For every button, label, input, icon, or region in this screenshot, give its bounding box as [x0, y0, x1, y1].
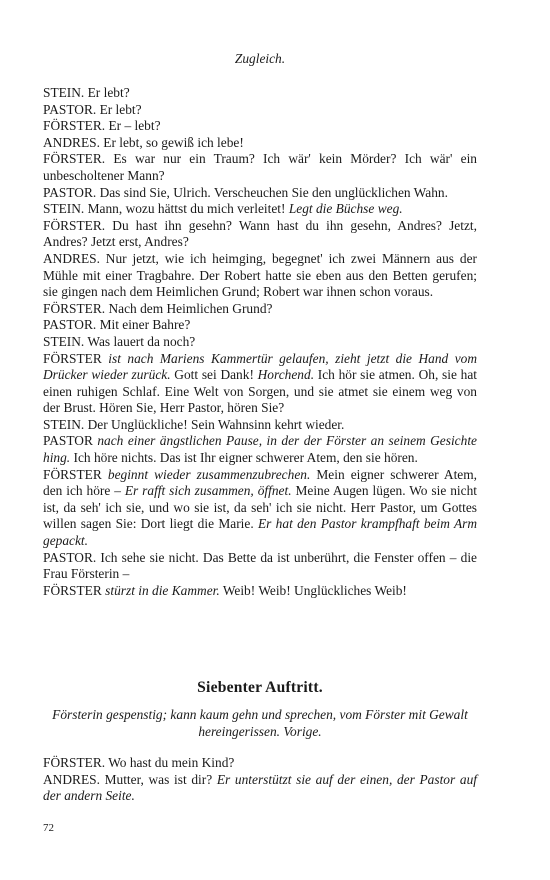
dialogue-paragraph [43, 467, 477, 550]
speech-text: ANDRES. Nur jetzt, wie ich heimging, begegnet' ich zwei Männern aus der Mühle mit einer Tragbahre. Der Robert hatte sie eben aus den Betten gerufen; sie gingen nach dem Heimlichen Grund; Robert war ihnen schon voraus. [43, 250, 477, 300]
dialogue-paragraph [43, 102, 477, 119]
dialogue-paragraph [43, 755, 477, 772]
speech-text: Gott sei Dank! [170, 367, 258, 383]
dialogue-paragraph [43, 201, 477, 218]
dialogue-paragraph [43, 151, 477, 184]
dialogue-paragraph [43, 185, 477, 202]
dialogue-paragraph [43, 301, 477, 318]
speech-text: Ich höre nichts. Das ist Ihr eigner schwerer Atem, den sie hören. [70, 450, 418, 466]
speech-text: Ich hör sie atmen. Oh, sie hat einen ruhigen Schlaf. Eine Welt von Sorgen, und sie atmet sie einem weg von der Brust. Hören Sie, Herr Pastor, hören Sie? [43, 367, 477, 416]
dialogue-paragraph [43, 772, 477, 805]
speech-text: STEIN. Was lauert da noch? [43, 333, 196, 349]
dialogue-paragraph [43, 550, 477, 583]
stage-direction: ist nach Mariens Kammertür gelaufen, zieht jetzt die Hand vom Drücker wieder zurück. [43, 350, 477, 383]
speech-text: FÖRSTER [43, 466, 108, 482]
speech-text: ANDRES. Mutter, was ist dir? [43, 771, 217, 787]
stage-direction: nach einer ängstlichen Pause, in der der Förster an seinem Gesichte hing. [43, 433, 477, 466]
speech-text: FÖRSTER. Nach dem Heimlichen Grund? [43, 300, 273, 316]
dialogue-paragraph [43, 417, 477, 434]
dialogue-paragraph [43, 118, 477, 135]
dialogue-paragraph [43, 135, 477, 152]
dialogue-block-scene-7 [43, 755, 477, 805]
speech-text: STEIN. Er lebt? [43, 85, 130, 100]
speech-text: Mein eigner schwerer Atem, den ich höre – [43, 466, 478, 499]
stage-direction-top: Zugleich. [234, 51, 286, 66]
scene-stage-direction: Försterin gespenstig; kann kaum gehn und sprechen, vom Förster mit Gewalt hereingerissen. Vorige. [52, 707, 468, 739]
stage-direction: Er unterstützt sie auf der einen, der Pastor auf der andern Seite. [43, 771, 477, 804]
dialogue-paragraph [43, 351, 477, 417]
stage-direction: Legt die Büchse weg. [288, 201, 403, 217]
speech-text: STEIN. Der Unglückliche! Sein Wahnsinn kehrt wieder. [43, 416, 345, 432]
stage-direction: stürzt in die Kammer. [105, 582, 220, 598]
speech-text: Weib! Weib! Unglückliches Weib! [219, 582, 407, 598]
page-number: 72 [43, 822, 54, 834]
speech-text: Meine Augen lügen. Wo sie nicht ist, da seh' ich sie, und wo sie ist, da seh' ich sie nicht. Herr Pastor, um Gottes willen sagen Sie: Dort liegt die Marie. [43, 483, 477, 532]
speech-text: STEIN. Mann, wozu hättst du mich verleitet! [43, 201, 289, 217]
speech-text: ANDRES. Er lebt, so gewiß ich lebe! [43, 134, 244, 150]
stage-direction: Horchend. [257, 367, 315, 383]
speech-text: PASTOR [43, 433, 98, 449]
speech-text: PASTOR. Ich sehe sie nicht. Das Bette da ist unberührt, die Fenster offen – die Frau Försterin – [43, 549, 477, 582]
dialogue-paragraph [43, 433, 477, 466]
speech-text: FÖRSTER [43, 350, 109, 366]
speech-text: PASTOR. Das sind Sie, Ulrich. Verscheuchen Sie den unglücklichen Wahn. [43, 184, 448, 200]
dialogue-paragraph [43, 85, 477, 102]
speech-text: FÖRSTER [43, 582, 106, 598]
stage-direction: beginnt wieder zusammenzubrechen. [107, 466, 311, 482]
speech-text: FÖRSTER. Er – lebt? [43, 118, 161, 134]
dialogue-paragraph [43, 334, 477, 351]
speech-text: PASTOR. Er lebt? [43, 101, 142, 117]
dialogue-block-scene-6 [43, 85, 477, 599]
dialogue-paragraph [43, 251, 477, 301]
stage-direction: Er rafft sich zusammen, öffnet. [124, 483, 292, 499]
speech-text: FÖRSTER. Du hast ihn gesehn? Wann hast du ihn gesehn, Andres? Jetzt, Andres? Jetzt erst, Andres? [43, 217, 477, 250]
speech-text: PASTOR. Mit einer Bahre? [43, 317, 191, 333]
speech-text: FÖRSTER. Es war nur ein Traum? Ich wär' kein Mörder? Ich wär' ein unbescholtener Mann? [43, 151, 477, 183]
dialogue-paragraph [43, 218, 477, 251]
scene-heading: Siebenter Auftritt. [197, 679, 323, 696]
speech-text: FÖRSTER. Wo hast du mein Kind? [43, 755, 235, 770]
stage-direction: Er hat den Pastor krampfhaft beim Arm gepackt. [43, 516, 478, 549]
dialogue-paragraph [43, 583, 477, 600]
dialogue-paragraph [43, 317, 477, 334]
